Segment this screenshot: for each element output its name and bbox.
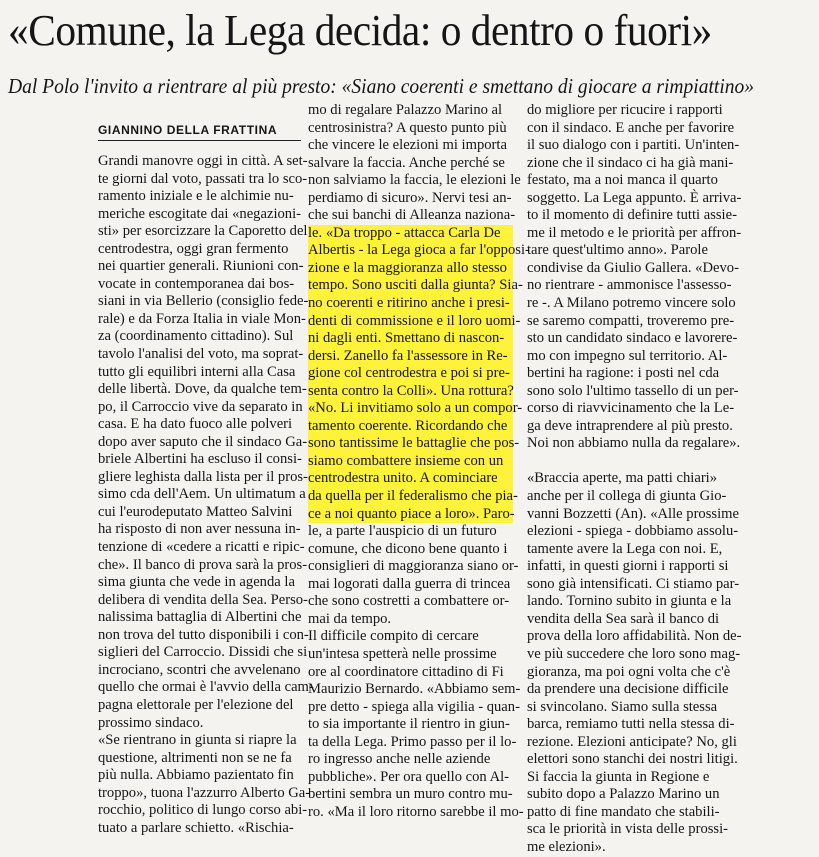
text-line: quello che ormai è l'avvio della cam- <box>98 679 314 696</box>
text-line: siglieri del Carroccio. Dissidi che si <box>98 644 308 661</box>
text-line: più nulla. Abbiamo pazientato fin <box>98 767 294 784</box>
text-line: briele Albertini ha escluso il consi- <box>98 451 302 468</box>
text-line: che sono costretti a combattere or- <box>308 593 510 610</box>
text-line: nei quartier generali. Riunioni con- <box>98 258 304 275</box>
text-line: questione, altrimenti non se ne fa <box>98 749 292 766</box>
text-line: dopo aver saputo che il sindaco Ga- <box>98 433 308 450</box>
text-line: mai da tempo. <box>308 610 392 627</box>
text-line: le. «Da troppo - attacca Carla De <box>308 225 513 243</box>
text-line: ha risposto di non aver nessuna in- <box>98 521 301 538</box>
text-line <box>527 453 729 471</box>
text-line: Il difficile compito di cercare <box>308 628 479 645</box>
text-line: Albertis - la Lega gioca a far l'opposi- <box>308 242 530 259</box>
text-line: tutto gli equilibri interni alla Casa <box>98 363 296 380</box>
text-line: denti di commissione e il loro uomi- <box>308 312 521 329</box>
text-line: che vincere le elezioni mi importa <box>308 137 507 154</box>
text-line: con il sindaco. E anche per favorire <box>527 119 735 136</box>
text-line: condivise da Giulio Gallera. «Devo- <box>527 259 739 276</box>
headline: «Comune, la Lega decida: o dentro o fuori» <box>8 6 712 55</box>
text-line: Si faccia la giunta in Regione e <box>527 768 710 785</box>
text-line: vanni Bozzetti (An). «Alle prossime <box>527 505 739 522</box>
text-line: che sui banchi di Alleanza naziona- <box>308 207 516 224</box>
text-line: si svincolano. Siamo sulla stessa <box>527 698 718 715</box>
text-line: troppo», tuona l'azzurro Alberto Ga- <box>98 784 311 801</box>
text-line: non trova del tutto disponibili i con- <box>98 626 309 643</box>
text-line: elettori sono stanchi dei nostri litigi. <box>527 751 738 768</box>
column-1-text <box>98 153 314 837</box>
text-line: ramento iniziale e le alchimie nu- <box>98 188 294 205</box>
text-line: «Se rientrano in giunta si riapre la <box>98 732 297 749</box>
text-line: prova della loro affidabilità. Non de- <box>527 628 742 645</box>
text-line: non salviamo la faccia, le elezioni le <box>308 172 521 189</box>
text-line: comune, che dicono bene quanto i <box>308 540 508 557</box>
text-line: simo cda dell'Aem. Un ultimatum a <box>98 486 306 503</box>
text-line: bertini sembra un muro contro mu- <box>308 786 513 803</box>
text-line: pagna elettorale per l'elezione del <box>98 696 294 713</box>
text-line: siani in via Bellerio (consiglio fede- <box>98 293 309 310</box>
text-line: ve più succedere che loro sono mag- <box>527 645 741 662</box>
text-line: ro. «Ma il loro ritorno sarebbe il mo- <box>308 803 524 820</box>
text-line: cui l'eurodeputato Matteo Salvini <box>98 503 293 520</box>
text-line: gliere leghista dalla lista per il pros- <box>98 468 308 485</box>
text-line: sono già intensificati. Ci stiamo par- <box>527 575 740 592</box>
text-line: re -. A Milano potremo vincere solo <box>527 295 736 312</box>
text-line: ce a noi quanto piace a loro». Paro- <box>308 505 515 522</box>
article-column-1 <box>98 102 314 837</box>
text-line: centrodestra, oggi gran fermento <box>98 240 289 257</box>
text-line: Grandi manovre oggi in città. A set- <box>98 153 308 169</box>
text-line: centrodestra unito. A cominciare <box>308 470 513 488</box>
text-line: bertini ha ragione: i posti nel cda <box>527 365 720 382</box>
text-line: rezione. Elezioni anticipate? No, gli <box>527 733 737 750</box>
text-line: me il metodo e le priorità per affron- <box>527 224 742 241</box>
text-line: pubbliche». Per ora quello con Al- <box>308 768 510 785</box>
text-line: mo di regalare Palazzo Marino al <box>308 102 503 118</box>
text-line: incrociano, scontri che avvelenano <box>98 661 301 678</box>
text-line: mo con impegno sul territorio. Al- <box>527 347 728 364</box>
text-line: ga deve intraprendere al più presto. <box>527 417 733 434</box>
text-line: no rientrare - ammonisce l'assesso- <box>527 277 732 294</box>
text-line: Noi non abbiamo nulla da regalare». <box>527 435 741 452</box>
text-line: mai logorati dalla guerra di trincea <box>308 575 511 592</box>
text-line: sima giunta che vede in agenda la <box>98 574 295 591</box>
subheadline: Dal Polo l'invito a rientrare al più presto: «Siano coerenti e smettano di giocare a rimpiattino» <box>8 74 755 98</box>
text-line: prossimo sindaco. <box>98 714 204 731</box>
text-line: zione che il sindaco ci ha già mani- <box>527 154 734 171</box>
text-line: corso di riavvicinamento che la Le- <box>527 400 735 417</box>
text-line: po, il Carroccio vive da separato in <box>98 398 303 415</box>
text-line: dersi. Zanello fa l'assessore in Re- <box>308 348 513 366</box>
text-line: tare quest'ultimo anno». Parole <box>527 242 708 259</box>
text-line: ta della Lega. Primo passo per il lo- <box>308 733 517 750</box>
text-line: senta contro la Colli». Una rottura? <box>308 382 514 399</box>
text-line: te giorni dal voto, passati tra lo sco- <box>98 170 308 187</box>
text-line: vendita della Sea sarà il banco di <box>527 610 720 627</box>
text-line: il suo dialogo con i partiti. Un'inten- <box>527 137 740 154</box>
text-line: gioranza, ma poi ogni volta che c'è <box>527 663 731 680</box>
text-line: delle libertà. Dove, da qualche tem- <box>98 381 307 398</box>
text-line: do migliore per ricucire i rapporti <box>527 102 723 118</box>
text-line: tuato a parlare schietto. «Rischia- <box>98 819 294 836</box>
text-line: anche per il collega di giunta Gio- <box>527 488 727 505</box>
text-line: sono solo l'ultimo tassello di un per- <box>527 382 739 399</box>
text-line: siamo combattere insieme con un <box>308 453 513 471</box>
text-line: ore al coordinatore cittadino di Fi <box>308 663 504 680</box>
text-line: gione col centrodestra e poi si pre- <box>308 365 513 383</box>
text-line: da prendere una decisione difficile <box>527 681 729 698</box>
text-line: meriche escogitate dai «negazioni- <box>98 205 302 222</box>
text-line: consiglieri di maggioranza siano or- <box>308 558 519 575</box>
text-line: soggetto. La Lega appunto. È arriva- <box>527 189 742 206</box>
text-line: tenzione di «cedere a ricatti e ripic- <box>98 539 305 556</box>
text-line: lando. Tornino subito in giunta e la <box>527 593 732 610</box>
text-line: sti» per esorcizzare la Caporetto del <box>98 223 308 240</box>
text-line: no coerenti e ritirino anche i presi- <box>308 295 513 313</box>
text-line: centrosinistra? A questo punto più <box>308 119 507 136</box>
text-line: festato, ma a noi manca il quarto <box>527 172 718 189</box>
text-line: tavolo l'analisi del voto, ma soprat- <box>98 346 304 363</box>
text-line: zione e la maggioranza allo stesso <box>308 260 513 278</box>
text-line: delibera di vendita della Sea. Perso- <box>98 591 308 608</box>
text-line: sca le priorità in vista delle prossi- <box>527 821 729 838</box>
text-line: ni dagli enti. Smettano di nascon- <box>308 330 513 348</box>
text-line: perdiamo di sicuro». Nervi tesi an- <box>308 189 512 206</box>
text-line: un'intesa spetterà nelle prossime <box>308 645 497 662</box>
column-2-text <box>308 102 530 821</box>
text-line: pre detto - spiega alla vigilia - quan- <box>308 698 520 715</box>
text-line: «No. Li invitiamo solo a un compor- <box>308 400 523 417</box>
column-3-text <box>527 102 742 857</box>
text-line: me elezioni». <box>527 838 606 855</box>
text-line: barca, remiamo tutti nella stessa di- <box>527 716 735 733</box>
text-line: tamente avere la Lega con noi. E, <box>527 540 723 557</box>
text-line: rale) e da Forza Italia in viale Mon- <box>98 310 306 327</box>
text-line: tempo. Sono usciti dalla giunta? Sia- <box>308 277 523 294</box>
text-line: rocchio, politico di lungo corso abi- <box>98 802 308 819</box>
text-line: sto un candidato sindaco e lavorere- <box>527 330 738 347</box>
text-line: infatti, in questi giorni i rapporti si <box>527 558 729 575</box>
text-line: elezioni - spiega - dobbiamo assolu- <box>527 523 739 540</box>
text-line: patto di fine mandato che stabili- <box>527 803 720 820</box>
text-line: to il momento di definire tutti assie- <box>527 207 737 224</box>
text-line: se saremo compatti, troveremo pre- <box>527 312 735 329</box>
text-line: le, a parte l'auspicio di un futuro <box>308 523 497 540</box>
text-line: ro ingresso anche nelle aziende <box>308 751 491 768</box>
text-line: subito dopo a Palazzo Marino un <box>527 786 720 803</box>
text-line: sono tantissime le battaglie che pos- <box>308 435 520 452</box>
text-line: che». Il banco di prova sarà la pros- <box>98 556 308 573</box>
text-line: nalissima battaglia di Albertini che <box>98 609 302 626</box>
text-line: casa. E ha dato fuoco alle polveri <box>98 416 293 433</box>
text-line: da quella per il federalismo che pia- <box>308 488 518 505</box>
article-column-2 <box>308 102 530 821</box>
text-line: tamento coerente. Ricordando che <box>308 418 513 436</box>
text-line: to sia importante il rientro in giun- <box>308 716 510 733</box>
text-line: «Braccia aperte, ma patti chiari» <box>527 470 718 487</box>
byline: GIANNINO DELLA FRATTINA <box>98 120 301 141</box>
text-line: vocate in contemporanea dai bos- <box>98 275 295 292</box>
text-line: Maurizio Bernardo. «Abbiamo sem- <box>308 681 521 698</box>
text-line: salvare la faccia. Anche perché se <box>308 154 505 171</box>
text-line: za (coordinamento cittadino). Sul <box>98 328 294 345</box>
article-column-3 <box>527 102 742 857</box>
